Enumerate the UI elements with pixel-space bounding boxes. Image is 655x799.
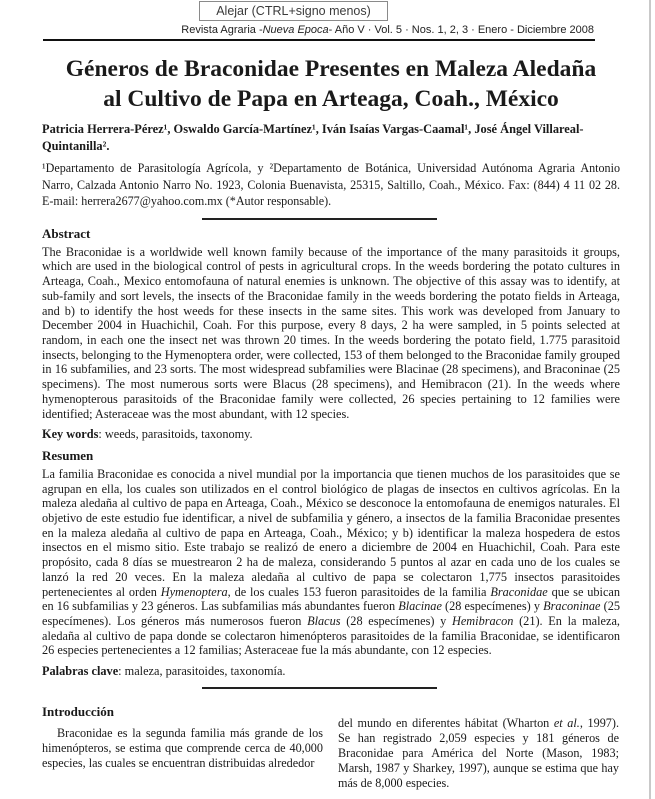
introduccion-heading: Introducción	[42, 703, 114, 719]
article-title-line2: al Cultivo de Papa en Arteaga, Coah., México	[103, 86, 559, 112]
section-divider-top	[202, 218, 437, 220]
intro-right-paragraph: del mundo en diferentes hábitat (Wharton et al., 1997). Se han registrado 2,059 especies y 181 géneros de Braconidae para América del Norte (Mason, 1983; Marsh, 1987 y Sharkey, 1997), aunque se estima que hay más de 8,000 especies.	[338, 715, 619, 791]
page-right-edge-line	[649, 0, 651, 799]
affiliation-paragraph: ¹Departamento de Parasitología Agrícola, y ²Departamento de Botánica, Universidad Autónoma Agraria Antonio Narro, Calzada Antonio Narro No. 1923, Colonia Buenavista, 25315, Saltillo, Coah., México. Fax: (844) 4 11 02 28. E-mail: herrera2677@yahoo.com.mx (*Autor responsable).	[42, 161, 620, 209]
palabras-clave-line: Palabras clave: maleza, parasitoides, taxonomía.	[42, 664, 286, 679]
intro-left-paragraph: Braconidae es la segunda familia más grande de los himenópteros, se estima que comprende cerca de 40,000 especies, las cuales se encuentran distribuidas alrededor	[42, 725, 323, 770]
journal-header: Revista Agraria -Nueva Epoca- Año V · Vol. 5 · Nos. 1, 2, 3 · Enero - Diciembre 2008	[181, 24, 594, 36]
resumen-paragraph: La familia Braconidae es conocida a nivel mundial por la importancia que tienen muchos de los parasitoides que se agrupan en ella, los cuales son utilizados en el control biológico de plagas de insectos en cultivos agrícolas. En la maleza aledaña al cultivo de papa en Arteaga, Coah., México se desconoce la entomofauna de enemigos naturales. El objetivo de este estudio fue identificar, a nivel de subfamilia y género, a insectos de la familia Braconidae presentes en la maleza aledaña al cultivo de papa en Arteaga, Coah., México; y b) identificar la maleza hospedera de estos insectos en el mismo sitio. Este trabajo se realizó de enero a diciembre de 2004 en Huachichil, Coah. Para este propósito, cada 8 días se muestrearon 2 ha de maleza, considerando 5 puntos al azar en cada uno de los cuales se lanzó la red 20 veces. En la maleza aledaña al cultivo de papa se colectaron 1,775 insectos parasitoides pertenecientes al orden Hymenoptera, de los cuales 153 fueron parasitoides de la familia Braconidae que se ubican en 16 subfamilias y 23 géneros. Las subfamilias más abundantes fueron Blacinae (28 especímenes) y Braconinae (25 especímenes). Los géneros más numerosos fueron Blacus (28 especímenes) y Hemibracon (21). En la maleza, aledaña al cultivo de papa donde se colectaron himenópteros parasitoides de la familia Braconidae, se identificaron 26 especies pertenecientes a 12 familias; Asteraceae fue la más abundante, con 12 especies.	[42, 466, 621, 658]
article-body	[42, 0, 620, 791]
keywords-line: Key words: weeds, parasitoids, taxonomy.	[42, 427, 253, 442]
article-title-line1: Géneros de Braconidae Presentes en Maleza Aledaña	[65, 56, 597, 82]
introduccion-section	[42, 704, 620, 791]
intro-column-right	[338, 704, 619, 791]
zoom-out-tooltip-label: Alejar (CTRL+signo menos)	[216, 4, 371, 18]
resumen-heading: Resumen	[42, 447, 94, 463]
header-rule	[43, 39, 595, 41]
section-divider-bottom	[202, 687, 437, 689]
article-title	[42, 54, 620, 114]
abstract-paragraph: The Braconidae is a worldwide well known family because of the importance of the many parasitoids it groups, which are used in the biological control of pests in agricultural crops. In the weeds bordering the potato cultures in Arteaga, Coah., Mexico entomofauna of natural enemies is unknown. The objective of this assay was to identify, at sub-family and sort levels, the insects of the Braconidae family in the weeds bordering the potato fields in Arteaga, and b) to identify the host weeds for these insects in the same sites. This work was developed from January to December 2004 in Huachichil, Coah. For this purpose, every 8 days, 2 ha were sampled, in 5 points selected at random, in each one the insect net was thrown 20 times. In the weeds bordering the potato field, 1.775 parasitoid insects, belonging to the Hymenoptera order, were collected, 153 of them belonged to the Braconidae family grouped in 16 subfamilies, and 23 sorts. The most widespread subfamilies were Blacinae (28 specimens), and Braconinae (25 specimens). The most numerous sorts were Blacus (28 specimens), and Hemibracon (21). In the weeds where hymenopterous parasitoids of the Braconidae family were collected, 26 species pertaining to 12 families were identified; Asteraceae was the most abundant, with 12 species.	[42, 244, 620, 421]
abstract-heading: Abstract	[42, 225, 91, 241]
intro-column-left	[42, 704, 323, 791]
authors-line: Patricia Herrera-Pérez¹, Oswaldo García-Martínez¹, Iván Isaías Vargas-Caamal¹, José Ángel Villareal-Quintanilla².	[42, 122, 584, 153]
